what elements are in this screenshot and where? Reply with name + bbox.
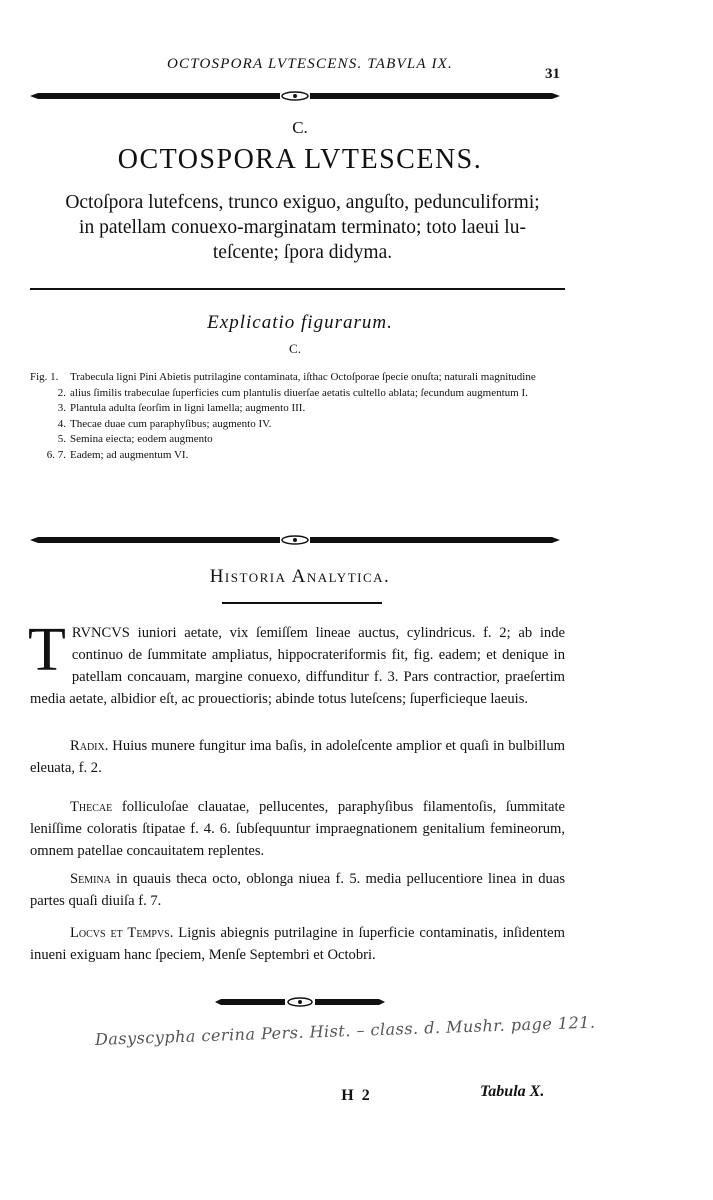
paragraph-lead: Locvs et Tempvs. <box>70 925 174 941</box>
figure-entry <box>30 417 565 433</box>
figure-number: 4. <box>57 417 66 430</box>
top-ornamental-rule <box>30 90 560 102</box>
figure-entry <box>30 448 565 464</box>
figure-number: 5. <box>57 433 66 445</box>
figure-description: Plantula adulta ſeorſim in ligni lamella; augmento III. <box>70 402 306 414</box>
paragraph-locus-tempus <box>30 922 565 966</box>
running-head: OCTOSPORA LVTESCENS. TABVLA IX. <box>167 56 453 72</box>
paragraph-lead: Radix. <box>70 738 109 754</box>
figure-description: alius ſimilis trabeculae ſuperficies cum plantulis diuerſae aetatis cultello ablata; ſecundum augmentum I. <box>70 386 528 399</box>
figure-description: Thecae duae cum paraphyſibus; augmento IV. <box>70 417 272 430</box>
figure-entry <box>30 370 565 386</box>
catchword: Tabula X. <box>480 1083 545 1100</box>
heading-underline <box>222 602 382 604</box>
diagnosis-line: in patellam conuexo-marginatam terminato; toto laeui lu- <box>79 217 526 238</box>
paragraph-text: folliculoſae clauatae, pellucentes, paraphyſibus filamentoſis, ſummitate leniſſime coloratis ſtipatae f. 4. 6. ſubſequuntur impraegnationem genitalium femineorum, omnem patellae concauitatem replentes. <box>30 799 565 859</box>
figure-list <box>30 370 565 463</box>
figure-entry <box>30 386 565 402</box>
diagnosis-line: teſcente; ſpora didyma. <box>212 242 393 263</box>
drop-cap: T <box>28 616 66 684</box>
figure-description: Semina eiecta; eodem augmento <box>70 433 213 445</box>
figure-number: 6. 7. <box>46 448 66 461</box>
paragraph-semina <box>30 868 565 912</box>
figure-entry <box>30 401 565 417</box>
figure-number: 2. <box>57 386 66 399</box>
divider-rule <box>30 288 565 290</box>
figure-description: Trabecula ligni Pini Abietis putrilagine contaminata, iſthac Octoſporae ſpecie onuſta; naturali magnitudine <box>70 371 536 383</box>
page-number: 31 <box>545 66 560 82</box>
figure-number: Fig. 1. <box>30 371 59 383</box>
paragraph-text: iuniori aetate, vix ſemiſſem lineae auctus, cylindricus. f. 2; ab inde continuo de ſummitate ampliatus, hippocrateriformis fit, fig. eadem; et denique in patellam concauam, margine conuexo, diffunditur f. 3. Pars contractior, praeſertim media aetate, albidior eſt, ac prouectioris; abinde totus luteſcens; ſuperficieque laeuis. <box>30 625 565 707</box>
paragraph-thecae <box>30 796 565 862</box>
middle-ornamental-rule <box>30 534 560 546</box>
paragraph-text: in quauis theca octo, oblonga niuea f. 5. media pellucentiore linea in duas partes quaſi diuiſa f. 7. <box>30 871 565 909</box>
explicatio-heading: Explicatio figurarum. <box>207 312 393 333</box>
explicatio-letter: C. <box>289 341 301 356</box>
signature-mark: H 2 <box>341 1087 372 1104</box>
paragraph-text: Lignis abiegnis putrilagine in ſuperficie contaminatis, inſidentem inueni exiguam hanc ſpeciem, Menſe Septembri et Octobri. <box>30 925 565 963</box>
paragraph-truncus <box>28 616 565 710</box>
historia-heading: Historia Analytica. <box>209 566 391 587</box>
paragraph-text: Huius munere fungitur ima baſis, in adoleſcente amplior et quaſi in bulbillum eleuata, f. 2. <box>30 738 565 776</box>
figure-description: Eadem; ad augmentum VI. <box>70 448 189 461</box>
handwritten-annotation: Dasyscypha cerina Pers. Hist. – class. d. Mushr. page 121. <box>94 1012 596 1049</box>
section-letter: C. <box>292 118 308 137</box>
figure-number: 3. <box>57 402 66 414</box>
bottom-ornamental-rule <box>215 996 385 1008</box>
paragraph-lead: Thecae <box>70 799 113 815</box>
species-diagnosis <box>40 190 565 265</box>
paragraph-lead: RVNCVS <box>71 625 130 641</box>
figure-entry <box>30 432 565 448</box>
paragraph-radix <box>30 735 565 779</box>
diagnosis-line: Octoſpora lutefcens, trunco exiguo, anguſto, pedunculiformi; <box>65 192 540 213</box>
paragraph-lead: Semina <box>70 871 111 887</box>
species-title: OCTOSPORA LVTESCENS. <box>117 144 483 175</box>
